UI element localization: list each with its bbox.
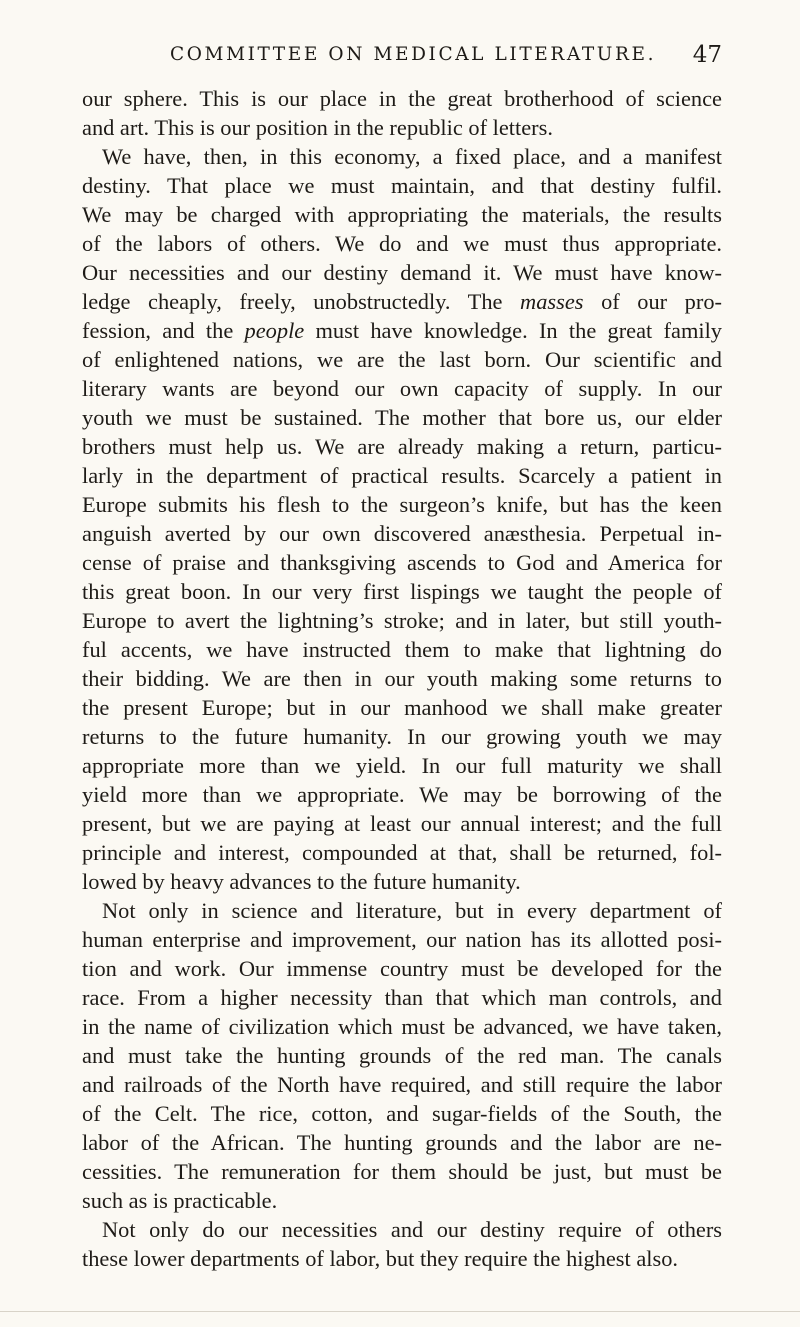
- text-line: brothers must help us. We are already making a return, particu-: [82, 434, 722, 459]
- text-line: this great boon. In our very first lispings we taught the people of: [82, 579, 722, 604]
- text-line-with-emphasis: ledge cheaply, freely, unobstructedly. The masses of our pro-: [82, 289, 722, 314]
- text-line: Not only in science and literature, but in every department of: [102, 898, 722, 923]
- text-line: We may be charged with appropriating the materials, the results: [82, 202, 722, 227]
- text-line: cessities. The remuneration for them should be just, but must be: [82, 1159, 722, 1184]
- text-line: the present Europe; but in our manhood we shall make greater: [82, 695, 722, 720]
- text-line: youth we must be sustained. The mother that bore us, our elder: [82, 405, 722, 430]
- text-line: cense of praise and thanksgiving ascends to God and America for: [82, 550, 722, 575]
- text-line: destiny. That place we must maintain, and that destiny fulfil.: [82, 173, 722, 198]
- text-line: lowed by heavy advances to the future humanity.: [82, 869, 521, 894]
- text-line: our sphere. This is our place in the great brotherhood of science: [82, 86, 722, 111]
- text-line: these lower departments of labor, but they require the highest also.: [82, 1246, 679, 1271]
- text-line: Not only do our necessities and our destiny require of others: [102, 1217, 722, 1242]
- text-line: Europe to avert the lightning’s stroke; and in later, but still youth-: [82, 608, 722, 633]
- page-number: 47: [692, 42, 722, 68]
- text-line: and must take the hunting grounds of the red man. The canals: [82, 1043, 722, 1068]
- text-line: tion and work. Our immense country must be developed for the: [82, 956, 722, 981]
- text-line: labor of the African. The hunting grounds and the labor are ne-: [82, 1130, 722, 1155]
- text-line: returns to the future humanity. In our growing youth we may: [82, 724, 722, 749]
- text-line: yield more than we appropriate. We may be borrowing of the: [82, 782, 722, 807]
- text-line: race. From a higher necessity than that which man controls, and: [82, 985, 722, 1010]
- text-line: Our necessities and our destiny demand it. We must have know-: [82, 260, 722, 285]
- text-line: and art. This is our position in the republic of letters.: [82, 115, 553, 140]
- emphasized-word: people: [244, 318, 305, 343]
- text-line: Europe submits his flesh to the surgeon’s knife, but has the keen: [82, 492, 722, 517]
- text-line: in the name of civilization which must be advanced, we have taken,: [82, 1014, 722, 1039]
- running-head: COMMITTEE ON MEDICAL LITERATURE.: [170, 44, 657, 65]
- text-line: larly in the department of practical results. Scarcely a patient in: [82, 463, 722, 488]
- text-line: literary wants are beyond our own capacity of supply. In our: [82, 376, 722, 401]
- text-line: ful accents, we have instructed them to make that lightning do: [82, 637, 722, 662]
- text-line: appropriate more than we yield. In our full maturity we shall: [82, 753, 722, 778]
- page-edge-divider: [0, 1311, 800, 1312]
- text-line: of enlightened nations, we are the last born. Our scientific and: [82, 347, 722, 372]
- emphasized-word: masses: [520, 289, 584, 314]
- text-line: principle and interest, compounded at that, shall be returned, fol-: [82, 840, 722, 865]
- text-line: present, but we are paying at least our annual interest; and the full: [82, 811, 722, 836]
- text-line: human enterprise and improvement, our nation has its allotted posi-: [82, 927, 722, 952]
- text-line: their bidding. We are then in our youth making some returns to: [82, 666, 722, 691]
- text-line: such as is practicable.: [82, 1188, 278, 1213]
- text-line: and railroads of the North have required, and still require the labor: [82, 1072, 722, 1097]
- page-header: [82, 44, 722, 74]
- text-line: of the Celt. The rice, cotton, and sugar-fields of the South, the: [82, 1101, 722, 1126]
- text-line: anguish averted by our own discovered anæsthesia. Perpetual in-: [82, 521, 722, 546]
- text-line-with-emphasis: fession, and the people must have knowledge. In the great family: [82, 318, 722, 343]
- text-line: of the labors of others. We do and we must thus appropriate.: [82, 231, 722, 256]
- text-line: We have, then, in this economy, a fixed place, and a manifest: [102, 144, 722, 169]
